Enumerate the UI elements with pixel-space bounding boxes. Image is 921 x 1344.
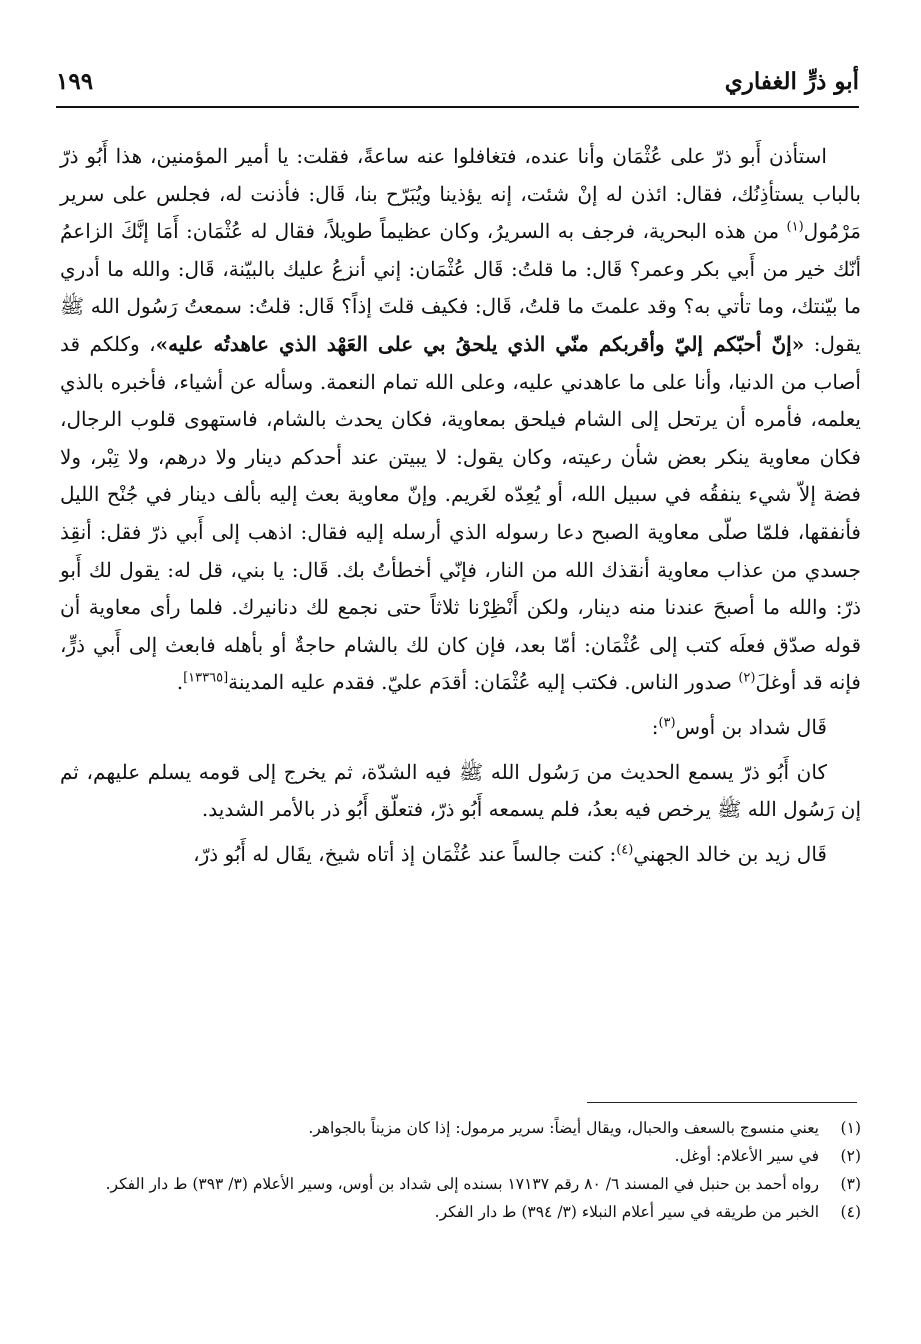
footnote	[60, 1142, 861, 1170]
footnote-ref-4[interactable]: (٤)	[616, 842, 634, 858]
footnote-text: الخبر من طريقه في سير أعلام النبلاء (٣/ ٣٩٤) ط دار الفكر.	[434, 1203, 819, 1221]
hadith-quote: «إنّ أحبّكم إليّ وأقربكم منّي الذي يلحقُ بي على العَهْد الذي عاهدتُه عليه»	[155, 331, 805, 356]
footnote-number: (٢)	[840, 1147, 861, 1165]
footnote-text: في سير الأعلام: أوغل.	[674, 1147, 819, 1165]
header-rule	[56, 106, 859, 108]
footnote-number: (٣)	[840, 1175, 861, 1193]
running-title: أبو ذرٍّ الغفاري	[724, 68, 859, 95]
footnote-separator	[587, 1102, 857, 1103]
paragraph-1-part-1: استأذن أَبو ذرّ على عُثْمَان وأنا عنده، فتغافلوا عنه ساعةً، فقلت: يا أمير المؤمنين، هذا أَبُو ذرّ بالباب يستأذِنُك، فقال: ائذن له إنْ شئت، إنه يؤذينا ويُبَرّح بنا، قَال: فأذنت له، فجلس على سرير مَرْمُول	[60, 144, 861, 244]
paragraph-4-part-2: : كنت جالساً عند عُثْمَان إذ أتاه شيخ، يقَال له أَبُو ذرّ،	[193, 841, 617, 866]
paragraph-1-part-3: ، وكلكم قد أصاب من الدنيا، وأنا على ما عاهدني عليه، وعلى الله تمام النعمة. وسأله عن أشياء، فأخبره بالذي يعلمه، فأمره أن يرتحل إلى الشام فيلحق بمعاوية، فكان يحدث بالشام، فاستهوى قلوب الرجال، فكان معاوية ينكر بعض شأن رعيته، وكان يقول: لا يبيتن عند أحدكم دينار ولا درهم، ولا تِبْر، ولا فضة إلاّ شيء ينفقُه في سبيل الله، أو يُعِدّه لغَريم. وإنّ معاوية بعث إليه بألف دينار في جُنْح الليل فأنفقها، فلمّا صلّى معاوية الصبح دعا رسوله الذي أرسله إليه فقال: اذهب إلى أَبي ذرّ فقل: أنقِذ جسدي من عذاب معاوية أنقذك الله من النار، فإنّي أخطأتُ بك. قَال: يا بني، قل له: يقول لك أَبو ذرّ: والله ما أصبحَ عندنا منه دينار، ولكن أَنْظِرْنا ثلاثاً حتى نجمع لك دنانيرك. فلما رأى معاوية أن قوله صدّق فعلَه كتب إلى عُثْمَان: أمّا بعد، فإن كان لك بالشام حاجةٌ أو بأهله فابعث إلى أَبي ذرٍّ، فإنه قد أوغلَ	[60, 331, 862, 695]
paragraph-2-part-1: قَال شداد بن أوس	[675, 714, 827, 739]
footnote-text: رواه أحمد بن حنبل في المسند ٦/ ٨٠ رقم ١٧١٣٧ بسنده إلى شداد بن أوس، وسير الأعلام (٣/ ٣٩٣) ط دار الفكر.	[105, 1175, 819, 1193]
paragraph-1	[60, 138, 861, 702]
paragraph-1-part-4: صدور الناس. فكتب إليه عُثْمَان: أقدَم عليّ. فقدم عليه المدينة	[228, 670, 739, 695]
footnotes	[60, 1114, 861, 1226]
footnote	[60, 1198, 861, 1226]
page-number: ١٩٩	[56, 68, 94, 95]
footnote-text: يعني منسوج بالسعف والحبال، ويقال أيضاً: سرير مرمول: إذا كان مزيناً بالجواهر.	[308, 1119, 819, 1137]
paragraph-2-part-2: :	[651, 714, 659, 739]
footnote-ref-3[interactable]: (٣)	[658, 715, 676, 731]
paragraph-3: كان أَبُو ذرّ يسمع الحديث من رَسُول الله ﷺ فيه الشدّة، ثم يخرج إلى قومه يسلم عليهم، ثم إن رَسُول الله ﷺ يرخص فيه بعدُ، فلم يسمعه أَبُو ذرّ، فتعلّق أَبُو ذر بالأمر الشديد.	[60, 759, 861, 822]
paragraph-1-part-2: من هذه البحرية، فرجف به السريرُ، وكان عظيماً طويلاً، فقال له عُثْمَان: أَمَا إنَّكَ الزاعمُ أنّك خير من أَبي بكر وعمر؟ قَال: ما قلتُ: قَال عُثْمَان: إني أنزعُ عليك بالبيّنة، قَال: والله ما أدري ما بيّنتك، وما تأتي به؟ وقد علمتَ ما قلتُ، قَال: فكيف قلتَ إذاً؟ قَال: قلتُ: سمعتُ رَسُول الله ﷺ يقول:	[60, 219, 862, 356]
footnote	[60, 1114, 861, 1142]
paragraph-4-part-1: قَال زيد بن خالد الجهني	[633, 841, 827, 866]
source-ref: [١٣٣٦٥]	[183, 670, 229, 686]
main-text	[60, 138, 861, 873]
footnote-ref-1[interactable]: (١)	[786, 219, 804, 235]
paragraph-2	[60, 709, 861, 747]
running-header	[56, 60, 859, 110]
paragraph-1-end: .	[176, 670, 184, 695]
footnote-number: (٤)	[840, 1203, 861, 1221]
footnote-ref-2[interactable]: (٢)	[738, 670, 756, 686]
paragraph-4	[60, 836, 861, 874]
footnote-number: (١)	[840, 1119, 861, 1137]
footnote	[60, 1170, 861, 1198]
